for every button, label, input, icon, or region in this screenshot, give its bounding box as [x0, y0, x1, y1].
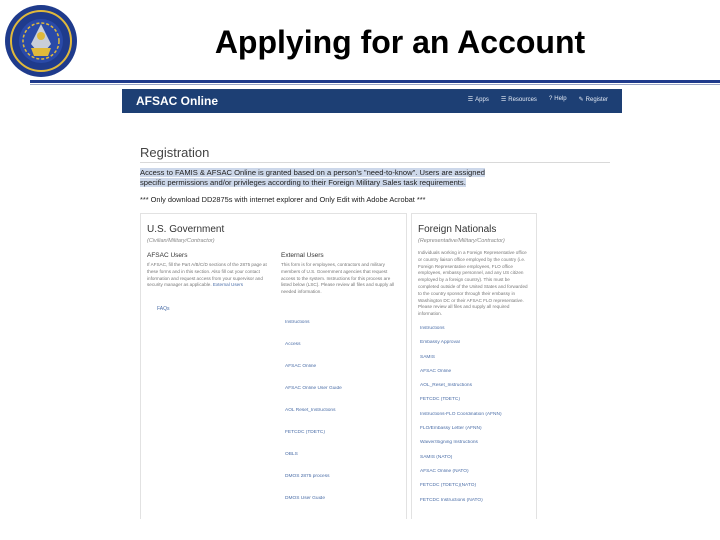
list-item[interactable]: AFSAC Online User Guide	[285, 386, 342, 391]
embedded-screenshot	[122, 89, 622, 519]
afsac-seal-logo	[4, 4, 78, 78]
foreign-nationals-links	[420, 326, 532, 512]
list-item[interactable]: FETCDC (TDETC)	[285, 430, 325, 435]
list-item[interactable]: Access	[285, 342, 301, 347]
list-item[interactable]: AFSAC Online	[420, 368, 452, 374]
access-notice-text: Access to FAMIS & AFSAC Online is granted based on a person's "need-to-know". Users are assigned specific permissions and/or privileges according to their Foreign Military Sales task requirements.	[140, 168, 485, 187]
registration-divider	[140, 162, 610, 163]
navbar	[122, 89, 622, 113]
external-users-text: This form is for employees, contractors and military members of U.S. Government agencies that request access to the system. Instructions for this process are listed below (LSC). Please review all files and supply all needed information.	[281, 262, 395, 295]
brand-link[interactable]: AFSAC Online	[136, 94, 219, 108]
title-rule	[30, 80, 720, 83]
list-item[interactable]: AOL Reset_Instructions	[285, 408, 336, 413]
register-icon: ✎	[578, 97, 584, 103]
list-item[interactable]: AFSAC Online (NATO)	[420, 468, 469, 474]
list-item[interactable]: FETCDC Instructions (NATO)	[420, 497, 483, 503]
list-item[interactable]: AOL_Reset_Instructions	[420, 383, 472, 389]
foreign-nationals-text: Individuals working in a Foreign Representative office or country liaison office employed by the country (i.e. Foreign Representative employees, FLO office employees, embassy personnel, and any US citizen employed by a foreign country). This must be completed outside of the United States and forwarded to the country sponsor through their embassy in Washington DC or their AFSAC FLO representative. Please review all files and supply all required information.	[418, 250, 528, 317]
nav-label: Register	[585, 97, 608, 103]
nav-register[interactable]	[579, 96, 608, 103]
foreign-nationals-subheading: (Representative/Military/Contractor)	[418, 238, 505, 244]
list-icon: ☰	[500, 97, 507, 103]
slide-title: Applying for an Account	[214, 24, 586, 60]
us-government-heading: U.S. Government	[147, 224, 225, 235]
list-item[interactable]: Instructions	[420, 326, 445, 331]
list-item[interactable]: DMOS User Guide	[285, 496, 325, 501]
list-item[interactable]: OBLS	[285, 452, 298, 457]
external-users-links	[285, 320, 403, 518]
list-item[interactable]: FETCDC (TDETC)	[420, 397, 460, 403]
nav-help[interactable]	[549, 96, 567, 103]
nav-apps[interactable]	[468, 96, 489, 103]
grid-icon: ☰	[467, 97, 474, 103]
list-item[interactable]: SAMIS (NATO)	[420, 454, 453, 460]
external-users-link[interactable]: External Users	[212, 282, 244, 288]
list-item[interactable]: Embassy Approval	[420, 340, 460, 346]
nav-label: Apps	[475, 97, 489, 103]
nav-label: Help	[554, 96, 567, 102]
list-item[interactable]: FETCDC (TDETC)(NATO)	[420, 483, 477, 489]
foreign-nationals-heading: Foreign Nationals	[418, 224, 497, 235]
registration-title: Registration	[140, 145, 210, 160]
nav-links	[468, 96, 608, 103]
list-item[interactable]: Instructions	[285, 320, 310, 325]
foreign-nationals-panel	[411, 213, 537, 519]
list-item[interactable]: FLO/Embassy Letter (AFNN)	[420, 426, 482, 432]
access-notice	[140, 168, 510, 188]
list-item[interactable]: Waiver/Signing Instructions	[420, 440, 478, 446]
external-users-heading: External Users	[281, 252, 324, 259]
list-item[interactable]: DMOS 2875 process	[285, 474, 330, 479]
faq-link[interactable]: FAQs	[157, 306, 170, 312]
list-item[interactable]: Instructions-FLO Coordination (AFNN)	[420, 411, 502, 417]
title-rule-thin	[30, 84, 720, 85]
download-note: *** Only download DD2875s with internet explorer and Only Edit with Adobe Acrobat ***	[140, 195, 426, 204]
help-icon: ?	[548, 96, 553, 102]
list-item[interactable]: SAMIS	[420, 354, 435, 360]
nav-label: Resources	[508, 97, 537, 103]
afsac-users-description: If AFSAC, fill the Part A/B/C/D sections of the 2875 page at these forms and in this section. Also fill out your contact information and request access from your supervisor and security manager as applicable.	[147, 262, 267, 288]
us-government-subheading: (Civilian/Military/Contractor)	[147, 238, 215, 244]
afsac-users-heading: AFSAC Users	[147, 252, 188, 259]
afsac-users-text	[147, 262, 275, 289]
list-item[interactable]: AFSAC Online	[285, 364, 317, 369]
us-government-panel	[140, 213, 407, 519]
nav-resources[interactable]	[501, 96, 537, 103]
